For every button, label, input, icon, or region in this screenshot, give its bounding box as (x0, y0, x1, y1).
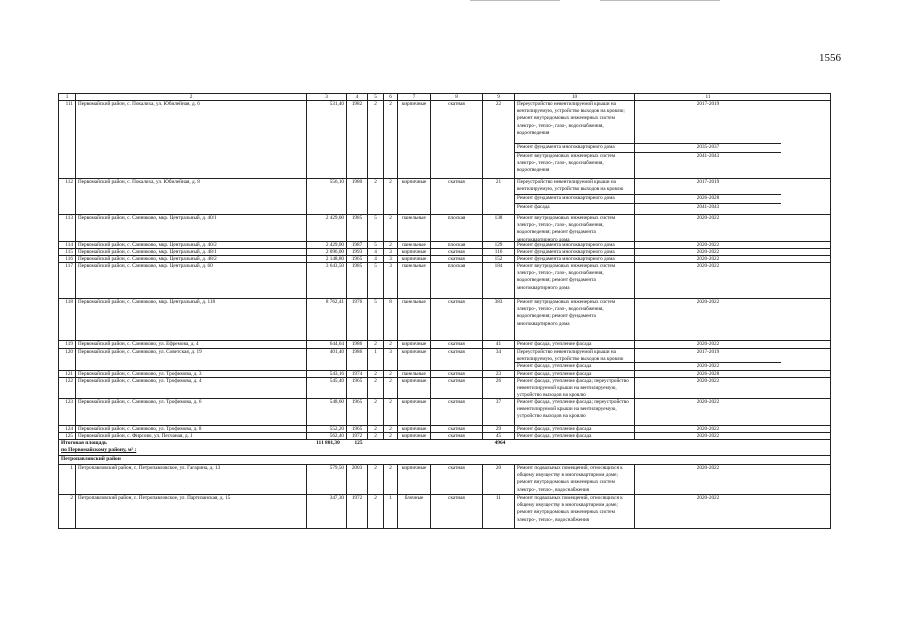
cell-roof: скатная (430, 256, 482, 262)
cell-period (634, 341, 781, 348)
cell-area: 401,40 (306, 349, 346, 370)
cell-roof: плоская (430, 263, 482, 298)
cell-period (634, 299, 781, 340)
cell-address: Первомайский район, с. Санниково, ул. Трофимова, д. 4 (75, 378, 306, 398)
cell-floors: 2 (367, 179, 383, 214)
cell-year: 1980 (346, 179, 367, 214)
total-label-line1: Итоговая площадь (61, 440, 107, 446)
cell-floors: 2 (367, 495, 383, 528)
cell-roof: скатная (430, 341, 482, 348)
work-period: 2020-2022 (696, 341, 720, 347)
work-item: Ремонт фундамента многоквартирного дома (515, 144, 634, 153)
cell-year: 1972 (346, 433, 367, 439)
district-row (58, 456, 831, 465)
cell-year: 2003 (346, 465, 367, 494)
cell-residents: 45 (482, 433, 514, 439)
work-period: 2020-2022 (696, 426, 720, 432)
work-period: 2020-2022 (696, 256, 720, 262)
work-period: 2026-2028 (696, 371, 720, 377)
cell-works (514, 263, 634, 298)
table-row (58, 341, 831, 349)
work-period: 2041-2043 (696, 204, 720, 210)
work-item: Ремонт фасада, утепление фасада; переустройство невентилируемой крыши на вентилируемую, устройство выходов на кровлю (517, 399, 629, 420)
work-period: 2026-2028 (635, 195, 781, 204)
work-period: 2041-2043 (696, 153, 720, 159)
cell-area: 3 643,50 (306, 263, 346, 298)
cell-num: 122 (65, 378, 73, 384)
cell-roof: плоская (430, 242, 482, 248)
cell-entrances: 2 (383, 433, 397, 439)
cell-address: Петропавловский район, с. Петропавловское, ул. Партизанская, д. 15 (75, 495, 306, 528)
cell-residents: 129 (482, 242, 514, 248)
work-period: 2020-2022 (696, 465, 720, 471)
cell-floors: 2 (367, 371, 383, 377)
cell-address: Первомайский район, с. Санниково, мкр. Центральный, д. 60 (75, 263, 306, 298)
work-item: Ремонт внутридомовых инженерных систем электро-, тепло-, газо-, водоснабжения, водоотведения; ремонт фундамента многоквартирного дома (517, 299, 616, 327)
cell-floors: 5 (367, 215, 383, 241)
work-period: 2020-2022 (696, 242, 720, 248)
header-col-5: 5 (367, 94, 383, 100)
cell-residents: 152 (482, 256, 514, 262)
cell-entrances: 3 (383, 263, 397, 298)
cell-area: 644,64 (306, 341, 346, 348)
table-row (58, 426, 831, 433)
cell-wall: кирпичные (397, 256, 430, 262)
table-row (58, 263, 831, 299)
cell-residents: 41 (482, 341, 514, 348)
cell-roof: скатная (430, 101, 482, 178)
cell-address: Первомайский район, с. Санниково, мкр. Центральный, д. 40/2 (75, 242, 306, 248)
cell-roof: скатная (430, 179, 482, 214)
cell-floors: 4 (367, 256, 383, 262)
cell-address: Петропавловский район, с. Петропавловское, ул. Гагарина, д. 13 (75, 465, 306, 494)
cell-wall: кирпичные (397, 179, 430, 214)
cell-period (634, 349, 781, 370)
header-col-6: 6 (383, 94, 397, 100)
cell-num: 2 (70, 495, 73, 501)
table-row (58, 349, 831, 371)
district-name: Петропавловский район (61, 456, 121, 462)
work-period: 2020-2022 (696, 433, 720, 439)
work-period: 2017-2019 (635, 101, 781, 144)
scan-artifact-line (470, 0, 560, 1)
table-row (58, 399, 831, 426)
work-period: 2020-2022 (696, 215, 720, 221)
header-col-2: 2 (75, 94, 306, 100)
cell-residents: 34 (482, 349, 514, 370)
table-row (58, 299, 831, 341)
cell-address: Первомайский район, с. Санниково, ул. Трофимова, д. 8 (75, 426, 306, 432)
cell-wall: панельные (397, 299, 430, 340)
cell-num: 125 (65, 433, 73, 439)
cell-wall: панельные (397, 263, 430, 298)
cell-wall: блочные (397, 495, 430, 528)
cell-area: 556,10 (306, 179, 346, 214)
cell-entrances: 1 (383, 495, 397, 528)
cell-roof: плоская (430, 215, 482, 241)
cell-area: 552,20 (306, 426, 346, 432)
cell-num: 115 (65, 249, 73, 255)
cell-address: Первомайский район, с. Санниково, ул. Ефремова, д. 4 (75, 341, 306, 348)
cell-entrances: 3 (383, 349, 397, 370)
header-col-4: 4 (346, 94, 367, 100)
cell-wall: кирпичные (397, 399, 430, 425)
cell-roof: скатная (430, 349, 482, 370)
cell-wall: кирпичные (397, 465, 430, 494)
total-area: 111 801,30 (316, 440, 340, 446)
cell-num: 123 (65, 399, 73, 405)
table-row (58, 249, 831, 256)
table-row (58, 378, 831, 399)
total-label-line2: по Первомайскому району, м² : (61, 447, 137, 454)
cell-area: 2 096,00 (306, 249, 346, 255)
cell-entrances: 2 (383, 426, 397, 432)
cell-area: 531,40 (306, 101, 346, 178)
work-item: Ремонт фасада (517, 204, 550, 210)
cell-works (514, 101, 634, 178)
cell-entrances: 2 (383, 215, 397, 241)
cell-entrances: 3 (383, 256, 397, 262)
table-row (58, 179, 831, 215)
cell-period (634, 371, 781, 377)
cell-period (634, 215, 781, 241)
header-col-9: 9 (482, 94, 514, 100)
work-item: Ремонт фасада, утепление фасада (517, 341, 592, 347)
cell-roof: скатная (430, 371, 482, 377)
cell-num: 114 (65, 242, 73, 248)
work-period: 2020-2022 (696, 363, 720, 369)
cell-num: 121 (65, 371, 73, 377)
work-item: Ремонт фундамента многоквартирного дома (517, 249, 615, 255)
cell-area: 545,40 (306, 378, 346, 398)
cell-works (514, 256, 634, 262)
cell-works (514, 399, 634, 425)
table-row (58, 215, 831, 242)
work-period: 2020-2022 (696, 299, 720, 305)
work-period: 2020-2022 (696, 263, 720, 269)
cell-year: 1965 (346, 256, 367, 262)
cell-roof: скатная (430, 426, 482, 432)
cell-address: Первомайский район, с. Фирсово, ул. Песчаная, д. 1 (75, 433, 306, 439)
header-col-1: 1 (65, 94, 69, 100)
cell-year: 1976 (346, 299, 367, 340)
cell-period (634, 179, 781, 214)
cell-residents: 20 (482, 465, 514, 494)
table-row (58, 495, 831, 529)
table-row (58, 256, 831, 263)
table-header-row (58, 93, 831, 101)
cell-wall: кирпичные (397, 349, 430, 370)
cell-floors: 1 (367, 349, 383, 370)
cell-address: Первомайский район, с. Санниково, мкр. Центральный, д. 48/2 (75, 256, 306, 262)
cell-residents: 11 (482, 495, 514, 528)
cell-address: Первомайский район, с. Санниково, ул. Трофимова, д. 3 (75, 371, 306, 377)
cell-area: 543,16 (306, 371, 346, 377)
work-item: Ремонт подвальных помещений, относящихся к общему имуществу в многоквартирном доме; ремонт внутридомовых инженерных систем электро-, тепло-, водоснабжения (517, 465, 623, 493)
header-col-3: 3 (306, 94, 346, 100)
cell-works (514, 433, 634, 439)
cell-address: Первомайский район, с. Санниково, ул. Советская, д. 19 (75, 349, 306, 370)
cell-year: 1985 (346, 263, 367, 298)
work-item: Переустройство невентилируемой крыши на вентилируемую, устройство выходов на кровлю; ремонт внутридомовых инженерных систем электро-, тепло-, газо-, водоснабжения, водоотведения (515, 101, 634, 144)
cell-floors: 2 (367, 465, 383, 494)
cell-year: 1965 (346, 378, 367, 398)
cell-works (514, 349, 634, 370)
work-period: 2017-2019 (635, 179, 781, 195)
cell-num: 120 (65, 349, 73, 355)
work-item: Ремонт фундамента многоквартирного дома (517, 256, 615, 262)
cell-period (634, 256, 781, 262)
cell-area: 2 429,00 (306, 215, 346, 241)
cell-entrances: 3 (383, 249, 397, 255)
cell-works (514, 371, 634, 377)
work-period: 2020-2022 (696, 399, 720, 405)
cell-works (514, 465, 634, 494)
cell-wall: панельные (397, 242, 430, 248)
cell-address: Первомайский район, с. Покалиха, ул. Юбилейная, д. 6 (75, 101, 306, 178)
header-col-8: 8 (430, 94, 482, 100)
header-col-11: 11 (634, 94, 781, 100)
cell-num: 124 (65, 426, 73, 432)
cell-num: 116 (65, 256, 73, 262)
work-item: Ремонт фасада, утепление фасада (517, 433, 592, 439)
cell-residents: 383 (482, 299, 514, 340)
cell-wall: панельные (397, 371, 430, 377)
cell-year: 1965 (346, 399, 367, 425)
table-row (58, 433, 831, 440)
cell-works (514, 242, 634, 248)
cell-roof: скатная (430, 465, 482, 494)
cell-year: 1985 (346, 215, 367, 241)
cell-roof: скатная (430, 495, 482, 528)
cell-num: 1 (70, 465, 73, 471)
work-item: Ремонт фасада, утепление фасада; переустройство невентилируемой крыши на вентилируемую, устройство выходов на кровлю (517, 378, 629, 398)
work-item: Ремонт подвальных помещений, относящихся к общему имуществу в многоквартирном доме; ремонт внутридомовых инженерных систем электро-, тепло-, водоснабжения (517, 495, 623, 523)
cell-year: 1974 (346, 371, 367, 377)
work-item: Ремонт фундамента многоквартирного дома (517, 242, 615, 248)
cell-works (514, 426, 634, 432)
cell-works (514, 215, 634, 241)
cell-works (514, 378, 634, 398)
cell-residents: 138 (482, 215, 514, 241)
cell-year: 1965 (346, 426, 367, 432)
cell-floors: 2 (367, 341, 383, 348)
cell-wall: панельные (397, 215, 430, 241)
cell-floors: 2 (367, 399, 383, 425)
cell-area: 8 762,41 (306, 299, 346, 340)
cell-residents: 184 (482, 263, 514, 298)
cell-roof: скатная (430, 299, 482, 340)
work-item: Ремонт фасада, утепление фасада (517, 363, 592, 369)
table-row (58, 465, 831, 495)
work-period: 2017-2019 (635, 349, 781, 363)
work-item: Переустройство невентилируемой крыши на вентилируемую, устройство выходов на кровлю (515, 349, 634, 363)
cell-area: 2 148,80 (306, 256, 346, 262)
cell-entrances: 2 (383, 378, 397, 398)
cell-area: 579,50 (306, 465, 346, 494)
cell-period (634, 263, 781, 298)
cell-year: 1972 (346, 495, 367, 528)
cell-year: 1986 (346, 349, 367, 370)
cell-roof: скатная (430, 433, 482, 439)
page-number: 1556 (819, 52, 841, 64)
cell-residents: 29 (482, 426, 514, 432)
cell-area: 347,30 (306, 495, 346, 528)
work-item: Переустройство невентилируемой крыши на вентилируемую, устройство выходов на кровлю (515, 179, 634, 195)
cell-period (634, 426, 781, 432)
cell-residents: 21 (482, 179, 514, 214)
cell-entrances: 2 (383, 341, 397, 348)
cell-year: 1982 (346, 101, 367, 178)
cell-entrances: 2 (383, 242, 397, 248)
cell-floors: 2 (367, 433, 383, 439)
cell-floors: 5 (367, 263, 383, 298)
total-row (58, 440, 831, 456)
cell-period (634, 495, 781, 528)
cell-floors: 2 (367, 378, 383, 398)
work-period: 2035-2037 (635, 144, 781, 153)
cell-area: 562,40 (306, 433, 346, 439)
cell-works (514, 299, 634, 340)
cell-wall: кирпичные (397, 426, 430, 432)
total-label (59, 440, 301, 454)
cell-residents: 116 (482, 249, 514, 255)
cell-address: Первомайский район, с. Санниково, мкр. Центральный, д. 118 (75, 299, 306, 340)
cell-year: 1987 (346, 242, 367, 248)
cell-period (634, 399, 781, 425)
cell-num: 118 (65, 299, 73, 305)
cell-floors: 4 (367, 249, 383, 255)
table-row (58, 242, 831, 249)
cell-residents: 37 (482, 399, 514, 425)
cell-residents: 26 (482, 378, 514, 398)
cell-entrances: 2 (383, 101, 397, 178)
scan-artifact-line (600, 0, 720, 1)
cell-address: Первомайский район, с. Санниково, мкр. Центральный, д. 48/1 (75, 249, 306, 255)
cell-works (514, 495, 634, 528)
cell-entrances: 2 (383, 465, 397, 494)
cell-period (634, 433, 781, 439)
header-col-7: 7 (397, 94, 430, 100)
cell-area: 2 429,00 (306, 242, 346, 248)
cell-roof: скатная (430, 378, 482, 398)
cell-wall: кирпичные (397, 378, 430, 398)
cell-period (634, 378, 781, 398)
cell-period (634, 101, 781, 178)
work-item: Ремонт фасада, утепление фасада (517, 371, 592, 377)
cell-entrances: 2 (383, 399, 397, 425)
cell-num: 113 (65, 215, 73, 221)
cell-address: Первомайский район, с. Покалиха, ул. Юбилейная, д. 8 (75, 179, 306, 214)
cell-entrances: 2 (383, 371, 397, 377)
work-period: 2020-2022 (696, 249, 720, 255)
cell-floors: 5 (367, 242, 383, 248)
cell-roof: скатная (430, 399, 482, 425)
work-period: 2020-2022 (696, 495, 720, 501)
cell-year: 1986 (346, 341, 367, 348)
total-residents: 4964 (494, 440, 506, 446)
cell-num: 119 (65, 341, 73, 347)
cell-wall: кирпичные (397, 101, 430, 178)
cell-address: Первомайский район, с. Санниково, ул. Трофимова, д. 6 (75, 399, 306, 425)
cell-period (634, 242, 781, 248)
cell-works (514, 249, 634, 255)
total-year: 125 (354, 440, 363, 446)
cell-floors: 2 (367, 101, 383, 178)
cell-works (514, 179, 634, 214)
cell-period (634, 249, 781, 255)
cell-num: 111 (65, 101, 73, 107)
work-item: Ремонт внутридомовых инженерных систем электро-, тепло-, газо-, водоснабжения, водоотведения (517, 153, 616, 174)
housing-repair-table (58, 93, 831, 529)
work-period: 2020-2022 (696, 378, 720, 384)
table-row (58, 101, 831, 179)
cell-num: 117 (65, 263, 73, 269)
table-row (58, 371, 831, 378)
cell-entrances: 2 (383, 179, 397, 214)
cell-area: 548,60 (306, 399, 346, 425)
cell-residents: 22 (482, 101, 514, 178)
cell-residents: 23 (482, 371, 514, 377)
cell-works (514, 341, 634, 348)
cell-address: Первомайский район, с. Санниково, мкр. Центральный, д. 40/1 (75, 215, 306, 241)
cell-year: 1993 (346, 249, 367, 255)
cell-num: 112 (65, 179, 73, 185)
work-item: Ремонт внутридомовых инженерных систем электро-, тепло-, газо-, водоснабжения, водоотведения; ремонт фундамента многоквартирного дома (517, 263, 616, 291)
work-item: Ремонт внутридомовых инженерных систем электро-, тепло-, газо-, водоснабжения, водоотведения; ремонт фундамента многоквартирного дома (517, 215, 616, 241)
cell-wall: кирпичные (397, 341, 430, 348)
cell-wall: кирпичные (397, 433, 430, 439)
cell-roof: скатная (430, 249, 482, 255)
cell-wall: кирпичные (397, 249, 430, 255)
cell-floors: 5 (367, 299, 383, 340)
work-item: Ремонт фасада, утепление фасада (517, 426, 592, 432)
cell-period (634, 465, 781, 494)
header-col-10: 10 (514, 94, 634, 100)
cell-floors: 2 (367, 426, 383, 432)
cell-entrances: 8 (383, 299, 397, 340)
work-item: Ремонт фундамента многоквартирного дома (515, 195, 634, 204)
